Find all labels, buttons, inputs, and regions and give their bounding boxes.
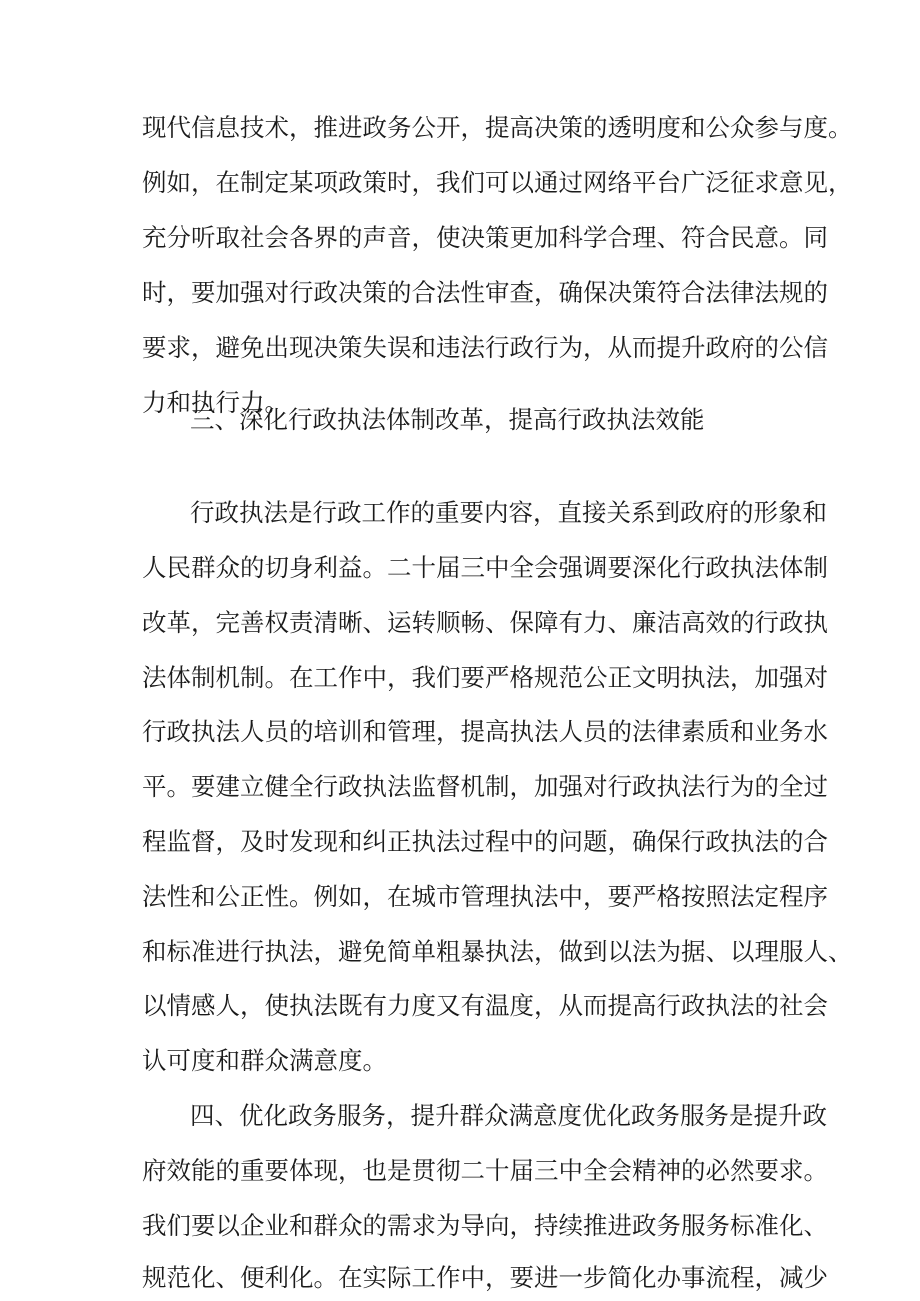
- text-line: 力和执行力。: [142, 388, 289, 417]
- text-line: 例如，在制定某项政策时，我们可以通过网络平台广泛征求意见，: [142, 168, 853, 197]
- section-heading: 三、深化行政执法体制改革，提高行政执法效能: [190, 405, 705, 434]
- text-line: 行政执法人员的培训和管理，提高执法人员的法律素质和业务水: [142, 717, 828, 746]
- text-line: 程监督，及时发现和纠正执法过程中的问题，确保行政执法的合: [142, 827, 828, 856]
- text-line: 平。要建立健全行政执法监督机制，加强对行政执法行为的全过: [142, 772, 828, 801]
- text-line: 和标准进行执法，避免简单粗暴执法，做到以法为据、以理服人、: [142, 937, 853, 966]
- paragraph-first-line: 四、优化政务服务，提升群众满意度优化政务服务是提升政: [190, 1101, 827, 1130]
- text-line: 现代信息技术，推进政务公开，提高决策的透明度和公众参与度。: [142, 113, 853, 142]
- text-line: 我们要以企业和群众的需求为导向，持续推进政务服务标准化、: [142, 1211, 828, 1240]
- text-line: 法体制机制。在工作中，我们要严格规范公正文明执法，加强对: [142, 663, 828, 692]
- text-line: 要求，避免出现决策失误和违法行政行为，从而提升政府的公信: [142, 333, 828, 362]
- text-line: 改革，完善权责清晰、运转顺畅、保障有力、廉洁高效的行政执: [142, 608, 828, 637]
- text-line: 府效能的重要体现，也是贯彻二十届三中全会精神的必然要求。: [142, 1156, 828, 1185]
- text-line: 认可度和群众满意度。: [142, 1046, 387, 1075]
- paragraph-first-line: 行政执法是行政工作的重要内容，直接关系到政府的形象和: [190, 498, 827, 527]
- text-line: 时，要加强对行政决策的合法性审查，确保决策符合法律法规的: [142, 278, 828, 307]
- text-line: 人民群众的切身利益。二十届三中全会强调要深化行政执法体制: [142, 553, 828, 582]
- text-line: 充分听取社会各界的声音，使决策更加科学合理、符合民意。同: [142, 223, 828, 252]
- text-line: 以情感人，使执法既有力度又有温度，从而提高行政执法的社会: [142, 991, 828, 1020]
- text-line: 规范化、便利化。在实际工作中，要进一步简化办事流程，减少: [142, 1263, 828, 1292]
- text-line: 法性和公正性。例如，在城市管理执法中，要严格按照法定程序: [142, 882, 828, 911]
